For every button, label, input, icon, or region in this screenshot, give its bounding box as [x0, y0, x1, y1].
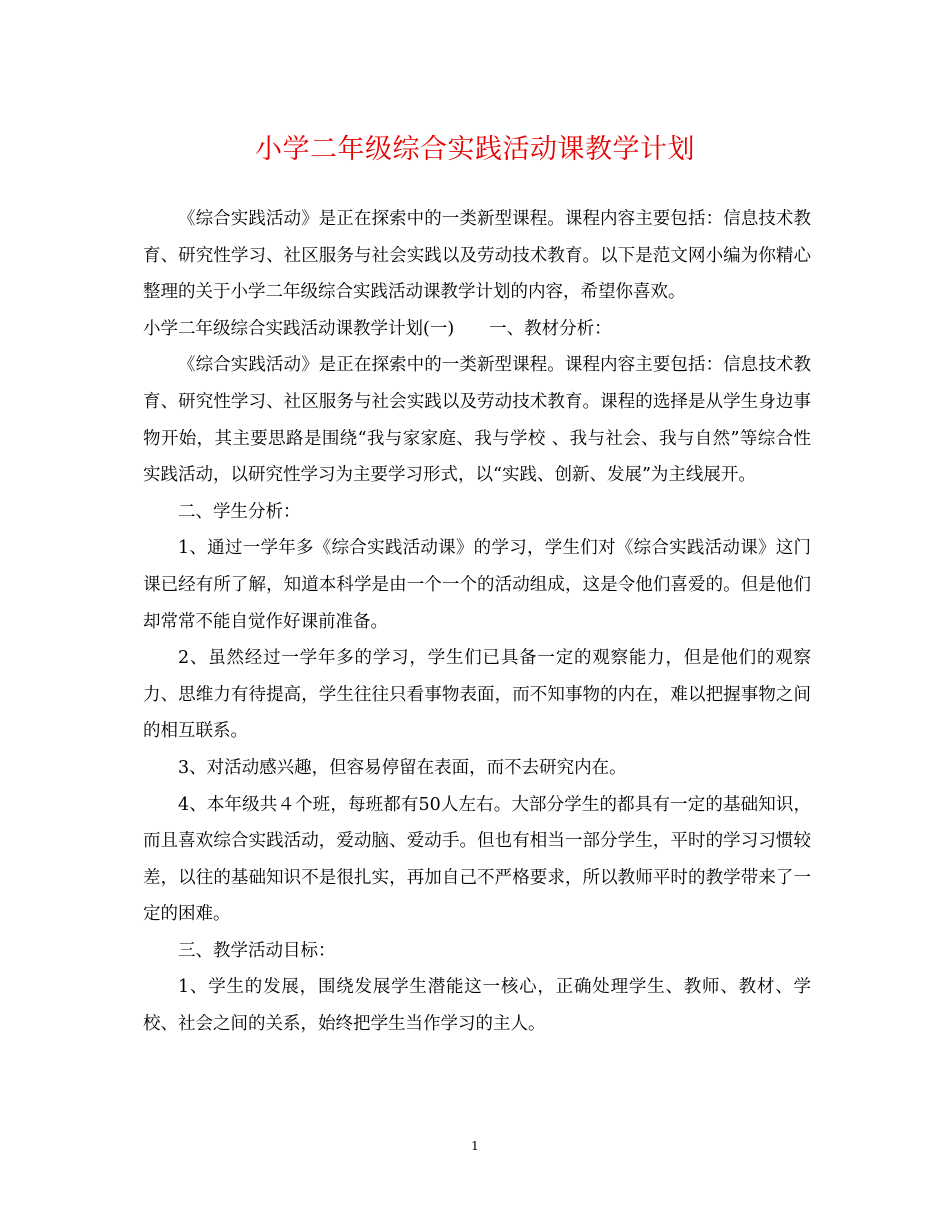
document-title: 小学二年级综合实践活动课教学计划	[255, 134, 695, 165]
page-number: 1	[471, 1139, 479, 1153]
section-heading: 二、学生分析：	[178, 501, 301, 522]
section-heading-line: 小学二年级综合实践活动课教学计划(一) 一、教材分析：	[143, 318, 612, 339]
document-body	[143, 201, 811, 1043]
paragraph: 4、本年级共４个班，每班都有50人左右。大部分学生的都具有一定的基础知识，而且喜欢综合实践活动，爱动脑、爱动手。但也有相当一部分学生，平时的学习习惯较差，以往的基础知识不是很扎实，再加自己不严格要求，所以教师平时的教学带来了一定的困难。	[143, 794, 811, 925]
section-heading: 三、教学活动目标：	[178, 940, 336, 961]
paragraph: 2、虽然经过一学年多的学习，学生们已具备一定的观察能力，但是他们的观察力、思维力有待提高，学生往往只看事物表面，而不知事物的内在，难以把握事物之间的相互联系。	[143, 648, 811, 742]
paragraph: 《综合实践活动》是正在探索中的一类新型课程。课程内容主要包括：信息技术教育、研究性学习、社区服务与社会实践以及劳动技术教育。课程的选择是从学生身边事物开始，其主要思路是围绕“我与家家庭、我与学校 、我与社会、我与自然”等综合性实践活动，以研究性学习为主要学习形式，以“实践、创新、发展”为主线展开。	[143, 355, 811, 486]
intro-paragraph: 《综合实践活动》是正在探索中的一类新型课程。课程内容主要包括：信息技术教育、研究性学习、社区服务与社会实践以及劳动技术教育。以下是范文网小编为你精心整理的关于小学二年级综合实践活动课教学计划的内容，希望你喜欢。	[143, 209, 811, 303]
paragraph: 1、通过一学年多《综合实践活动课》的学习，学生们对《综合实践活动课》这门课已经有所了解，知道本科学是由一个一个的活动组成，这是令他们喜爱的。但是他们却常常不能自觉作好课前准备。	[143, 538, 811, 632]
paragraph: 3、对活动感兴趣，但容易停留在表面，而不去研究内在。	[178, 757, 627, 778]
paragraph: 1、学生的发展，围绕发展学生潜能这一核心，正确处理学生、教师、教材、学校、社会之间的关系，始终把学生当作学习的主人。	[143, 977, 811, 1035]
